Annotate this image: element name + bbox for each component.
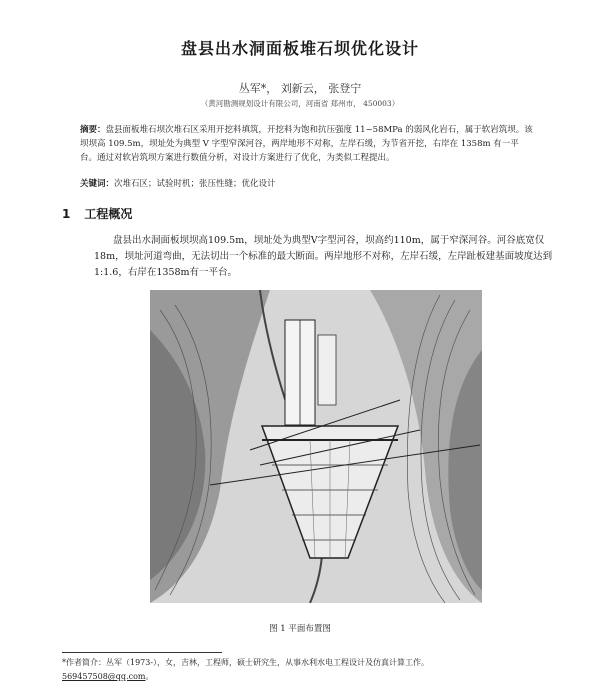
site-plan-figure: [150, 290, 482, 603]
section-title: 工程概况: [84, 207, 133, 221]
footnote-divider: [62, 652, 222, 653]
section-heading: [62, 205, 132, 222]
site-plan-drawing: [150, 290, 482, 603]
section-number: 1: [62, 207, 71, 221]
footnote-text: *作者简介：丛军（1973-），女，吉林，工程师，硕士研究生，从事水利水电工程设计及仿真计算工作。: [62, 658, 430, 667]
body-paragraph: 盘县出水洞面板坝坝高109.5m，坝址处为典型V字型河谷，坝高约110m，属于窄深河谷。河谷底宽仅18m，坝址河道弯曲，无法切出一个标准的最大断面。两岸地形不对称，左岸石缓，左岸趾板建基面坡度达到1:1.6，右岸在1358m有一平台。: [94, 235, 553, 278]
author-email-link[interactable]: 569457508@qq.com: [62, 672, 146, 681]
keywords: [80, 177, 535, 189]
footnote-email-suffix: 。: [145, 672, 154, 681]
figure-caption: 图 1 平面布置图: [269, 624, 331, 634]
abstract-text: 盘县面板堆石坝次堆石区采用开挖料填筑，开挖料为饱和抗压强度 11~58MPa 的弱风化岩石，属于软岩筑坝。该坝坝高 109.5m，坝址处为典型 V 字型窄深河谷，两岸地形不对称，左岸石缓，为节省开挖，右岸在 1358m 有一平台。通过对软岩筑坝方案进行数值分析，对设计方案进行了优化，为类似工程提出。: [80, 125, 533, 163]
paper-title: 盘县出水洞面板堆石坝优化设计: [180, 39, 419, 58]
keywords-label: 关键词：: [80, 179, 115, 189]
abstract: [80, 123, 535, 165]
abstract-label: 摘要：: [80, 125, 106, 135]
author-footnote: [62, 656, 562, 684]
authors: 丛军*， 刘新云， 张登宁: [238, 82, 362, 95]
keywords-text: 次堆石区；试验时机；张压性缝；优化设计: [114, 179, 276, 189]
affiliation: （黄河勘测规划设计有限公司，河南省 郑州市， 450003）: [200, 99, 400, 108]
